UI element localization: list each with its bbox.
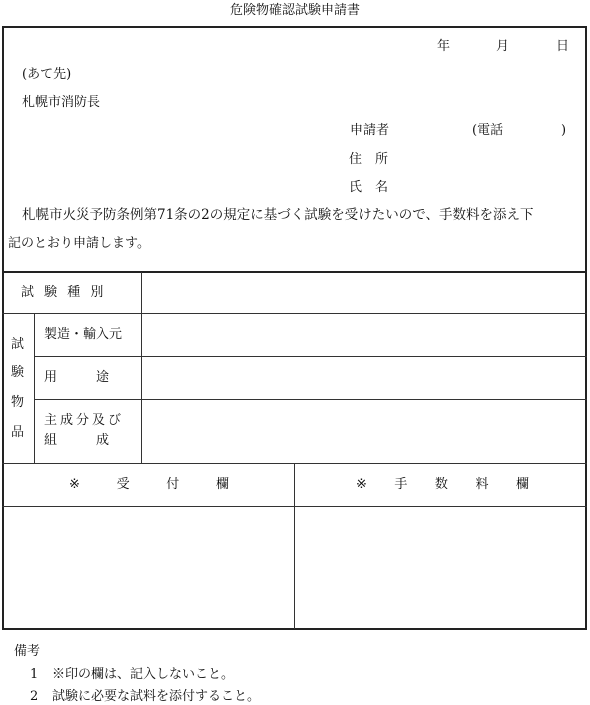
test-item-char: 験 — [11, 365, 25, 380]
page-title: 危険物確認試験申請書 — [229, 3, 360, 18]
table-top-border — [2, 271, 587, 273]
receipt-header-char: 付 — [166, 477, 180, 492]
date-month: 月 — [496, 39, 510, 54]
addressee: 札幌市消防長 — [22, 95, 101, 110]
note-text: ※印の欄は、記入しないこと。 — [52, 667, 235, 682]
addressee-label: (あて先) — [22, 67, 72, 82]
applicant-name-label: 氏 名 — [349, 180, 389, 195]
receipt-header-char: 欄 — [215, 477, 229, 492]
row-divider — [34, 356, 587, 357]
test-item-char: 試 — [11, 337, 25, 352]
receipt-column-header — [69, 478, 229, 491]
row-divider — [2, 313, 587, 314]
fee-header-char: ※ — [356, 477, 367, 492]
composition-label-line2: 組 成 — [44, 433, 110, 448]
fee-header-char: 料 — [475, 477, 489, 492]
test-item-char: 品 — [11, 425, 25, 440]
applicant-address-label: 住 所 — [349, 152, 389, 167]
applicant-label: 申請者 — [350, 123, 390, 138]
test-item-char: 物 — [11, 395, 25, 410]
receipt-header-char: ※ — [69, 477, 80, 492]
phone-open: (電話 — [472, 123, 504, 138]
application-statement-line2: 記のとおり申請します。 — [8, 236, 150, 251]
column-divider — [34, 313, 35, 463]
fee-column-header — [356, 478, 529, 491]
note-number: 2 — [30, 689, 39, 704]
notes-title: 備考 — [14, 644, 41, 659]
note-text: 試験に必要な試料を添付すること。 — [52, 689, 261, 704]
date-year: 年 — [437, 39, 451, 54]
composition-label-line1: 主成分及び — [44, 413, 125, 428]
row-divider — [34, 399, 587, 400]
date-day: 日 — [556, 39, 570, 54]
note-number: 1 — [30, 667, 39, 682]
test-type-label: 試 験 種 別 — [21, 285, 107, 300]
fee-header-char: 手 — [394, 477, 408, 492]
fee-header-char: 数 — [434, 477, 448, 492]
phone-close: ) — [561, 123, 567, 138]
manufacturer-label: 製造・輸入元 — [44, 327, 123, 342]
application-statement-line1: 札幌市火災予防条例第71条の2の規定に基づく試験を受けたいので、手数料を添え下 — [22, 207, 534, 223]
receipt-header-char: 受 — [116, 477, 130, 492]
column-divider — [141, 272, 142, 463]
usage-label: 用 途 — [44, 370, 110, 385]
column-divider — [294, 463, 295, 629]
fee-header-char: 欄 — [515, 477, 529, 492]
